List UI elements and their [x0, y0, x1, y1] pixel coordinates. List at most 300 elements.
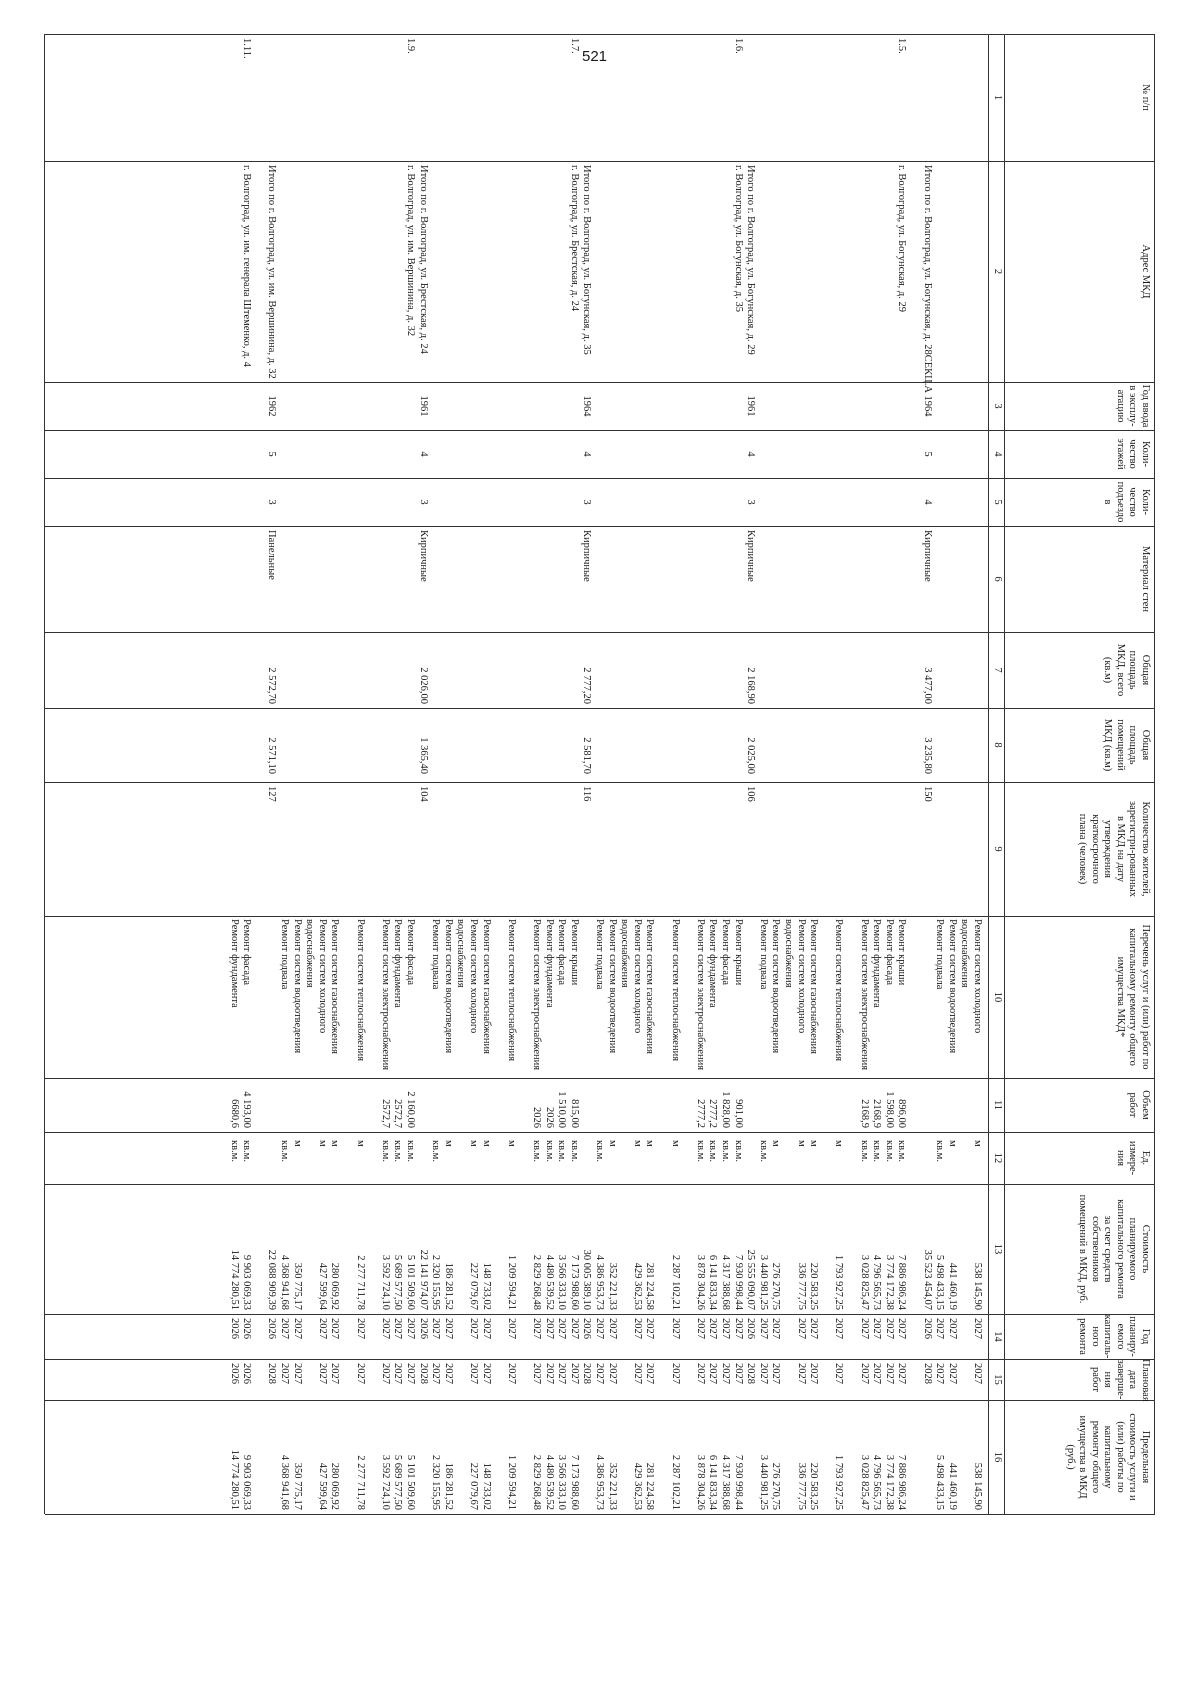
header-cell: Объем работ [1127, 1090, 1151, 1120]
table-cell-year-built: 1964 [581, 395, 593, 417]
grid-hline [988, 34, 989, 1514]
table-cell-year: 2027 [405, 1318, 416, 1339]
column-number-cell: 4 [992, 451, 1003, 457]
table-cell-year: 2027 [720, 1318, 731, 1339]
table-cell-year: 2027 [871, 1318, 883, 1339]
table-cell-work: Ремонт систем газоснабжения [644, 919, 656, 1054]
table-cell-area-rooms: 2 025,00 [745, 737, 757, 774]
table-cell-cost: 5 689 577,50 [392, 1254, 404, 1310]
table-cell-walls: Кирпичные [581, 530, 593, 582]
table-cell-work: Ремонт подвала [430, 919, 442, 990]
table-cell-floors: 4 [581, 451, 593, 457]
table-cell-date: 2026 [241, 1363, 253, 1384]
header-cell: Количество жителей, зарегистри-рованных в МКД на дату утверждения краткосрочного плана (человек) [1077, 801, 1151, 897]
column-number-cell: 11 [992, 1099, 1003, 1111]
table-cell-unit: кв.м. [228, 1140, 240, 1162]
table-cell-unit: кв.м. [858, 1140, 870, 1162]
table-cell-unit: кв.м. [594, 1140, 605, 1162]
table-cell-limit: 3 878 304,26 [694, 1454, 706, 1510]
table-cell-work: водоснабжения [304, 919, 316, 988]
page-number: 521 [582, 48, 608, 65]
table-cell-work: Ремонт систем теплоснабжения [505, 919, 517, 1062]
table-cell-work: Ремонт систем теплоснабжения [669, 919, 681, 1062]
table-cell-year: 2026 [921, 1318, 933, 1339]
table-cell-cost: 148 733,02 [480, 1262, 492, 1310]
table-cell-year: 2027 [732, 1318, 744, 1339]
table-cell-limit: 148 733,02 [480, 1462, 492, 1510]
table-cell-volume: 1 598,00 [883, 1091, 895, 1128]
header-cell: Плановая дата заверше- ния работ [1090, 1359, 1151, 1402]
column-number-cell: 13 [992, 1243, 1003, 1255]
table-cell-cost: 3 566 333,10 [556, 1254, 568, 1310]
table-cell-cost: 336 777,75 [795, 1262, 807, 1310]
table-cell-limit: 429 362,53 [631, 1462, 643, 1510]
table-cell-work: водоснабжения [783, 919, 794, 988]
table-cell-cost: 25 555 090,07 [745, 1249, 757, 1310]
table-cell-work: Ремонт систем водоотведения [442, 919, 454, 1054]
table-cell-limit: 3 566 333,10 [556, 1454, 568, 1510]
column-number-cell: 14 [992, 1331, 1003, 1342]
table-cell-year: 2027 [531, 1318, 542, 1339]
table-cell-address: г. Волгоград, ул. Брестская, д. 24 [568, 165, 580, 312]
table-cell-limit: 7 173 988,60 [568, 1454, 580, 1510]
table-cell-cost: 429 362,53 [631, 1262, 643, 1310]
table-cell-date: 2027 [631, 1363, 643, 1384]
table-cell-year: 2027 [757, 1318, 769, 1339]
table-cell-year: 2026 [745, 1318, 757, 1339]
table-cell-cost: 9 903 069,33 [241, 1254, 253, 1310]
table-cell-cost: 281 224,58 [644, 1262, 656, 1310]
table-cell-area-total: 2 572,70 [266, 667, 278, 704]
table-cell-cost: 7 173 988,60 [568, 1254, 580, 1310]
table-cell-unit: м [468, 1140, 479, 1147]
header-cell: Перечень услуг и (или) работ по капитальному ремонту общего имущества МКД* [1115, 924, 1151, 1070]
table-cell-year-built: 1962 [266, 395, 278, 417]
table-cell-cost: 1 793 927,25 [833, 1254, 845, 1310]
table-cell-cost: 2 277 711,78 [354, 1255, 366, 1310]
table-cell-date: 2026 [228, 1363, 240, 1384]
table-cell-limit: 3 028 825,47 [858, 1454, 870, 1510]
table-cell-unit: м [631, 1140, 643, 1147]
table-cell-limit: 352 221,33 [606, 1462, 618, 1510]
column-number-cell: 6 [992, 576, 1003, 582]
table-cell-work: Ремонт систем водоотведения [291, 919, 303, 1054]
table-cell-limit: 3 440 981,25 [757, 1454, 769, 1510]
table-cell-work: Ремонт подвала [279, 919, 290, 990]
table-cell-unit: кв.м. [556, 1140, 568, 1162]
column-number-cell: 5 [992, 499, 1003, 505]
table-cell-limit: 5 689 577,50 [392, 1454, 404, 1510]
column-number-cell: 9 [992, 846, 1003, 852]
table-cell-date: 2028 [745, 1363, 757, 1384]
table-cell-walls: Кирпичные [417, 530, 429, 582]
table-cell-unit: кв.м. [568, 1140, 580, 1162]
table-cell-limit: 5 101 509,60 [405, 1454, 416, 1510]
table-cell-work: Ремонт систем теплоснабжения [833, 919, 845, 1062]
table-cell-unit: м [833, 1140, 845, 1147]
table-cell-year: 2027 [833, 1318, 845, 1339]
table-cell-work: Ремонт систем холодного [316, 919, 328, 1034]
grid-hline [1004, 34, 1005, 1514]
table-cell-floors: 5 [921, 451, 933, 457]
header-cell: Ед. измере- ния [1115, 1140, 1151, 1176]
table-cell-date: 2027 [594, 1363, 605, 1384]
table-cell-entrances: 3 [417, 499, 429, 505]
header-cell: Год планиру- емого капиталь- ного ремонта [1077, 1314, 1151, 1359]
table-cell-num: 1.11. [241, 38, 253, 59]
column-number-cell: 7 [992, 667, 1003, 673]
table-cell-date: 2027 [505, 1363, 517, 1384]
table-cell-work: Ремонт фасада [405, 919, 416, 986]
table-cell-date: 2028 [266, 1363, 278, 1384]
table-cell-address: г. Волгоград, ул. Богунская, д. 35 [732, 165, 744, 312]
table-cell-limit: 7 886 986,24 [896, 1454, 908, 1510]
table-cell-area-total: 2 168,90 [745, 667, 757, 704]
table-cell-cost: 441 460,19 [946, 1262, 958, 1310]
table-cell-unit: кв.м. [379, 1140, 391, 1162]
table-cell-limit: 2 287 102,21 [669, 1454, 681, 1510]
table-cell-address: г. Волгоград, ул. Богунская, д. 29 [896, 165, 908, 312]
table-cell-cost: 280 069,92 [329, 1262, 341, 1310]
table-cell-date: 2027 [896, 1363, 908, 1384]
table-cell-work: Ремонт систем водоотведения [606, 919, 618, 1054]
table-cell-cost: 35 523 454,07 [921, 1249, 933, 1310]
table-cell-year: 2026 [581, 1318, 593, 1339]
table-cell-unit: м [606, 1140, 618, 1147]
table-cell-work: Ремонт крыши [896, 919, 908, 986]
table-cell-area-total: 2 026,00 [417, 667, 429, 704]
table-cell-limit: 5 498 433,15 [934, 1454, 946, 1510]
table-cell-volume: 1 828,00 [720, 1091, 731, 1128]
table-cell-date: 2027 [707, 1363, 719, 1384]
table-cell-date: 2027 [732, 1363, 744, 1384]
table-cell-limit: 4 796 565,73 [871, 1454, 883, 1510]
table-cell-work: Ремонт крыши [732, 919, 744, 986]
grid-hline [44, 34, 45, 1514]
table-cell-date: 2027 [279, 1363, 290, 1384]
grid-hline [1154, 34, 1155, 1514]
table-cell-unit: кв.м. [241, 1140, 253, 1162]
table-cell-residents: 104 [417, 786, 429, 802]
table-cell-unit: м [808, 1140, 820, 1147]
table-cell-date: 2027 [606, 1363, 618, 1384]
table-cell-cost: 538 145,90 [972, 1262, 983, 1310]
table-cell-date: 2027 [291, 1363, 303, 1384]
table-cell-work: Ремонт систем водоотведения [946, 919, 958, 1054]
table-cell-cost: 3 440 981,25 [757, 1254, 769, 1310]
table-cell-year: 2027 [480, 1318, 492, 1339]
table-cell-residents: 150 [921, 786, 933, 802]
table-cell-limit: 350 775,17 [291, 1462, 303, 1510]
table-cell-unit: кв.м. [694, 1140, 706, 1162]
table-cell-work: водоснабжения [619, 919, 631, 988]
table-cell-unit: м [644, 1140, 656, 1147]
table-cell-year: 2026 [241, 1318, 253, 1339]
table-cell-date: 2027 [430, 1363, 442, 1384]
table-cell-volume: 2026 [531, 1107, 542, 1128]
table-cell-work: Ремонт фасада [556, 919, 568, 986]
table-cell-date: 2028 [921, 1363, 933, 1384]
table-cell-date: 2027 [946, 1363, 958, 1384]
table-cell-entrances: 4 [921, 499, 933, 505]
table-cell-unit: м [329, 1140, 341, 1147]
table-cell-limit: 1 793 927,25 [833, 1454, 845, 1510]
table-cell-cost: 2 829 268,48 [531, 1254, 542, 1310]
table-cell-limit: 4 386 953,73 [594, 1454, 605, 1510]
table-cell-cost: 6 141 833,34 [707, 1254, 719, 1310]
table-cell-cost: 3 028 825,47 [858, 1254, 870, 1310]
table-cell-date: 2027 [669, 1363, 681, 1384]
table-cell-year: 2027 [808, 1318, 820, 1339]
table-cell-year: 2026 [266, 1318, 278, 1339]
table-cell-unit: кв.м. [279, 1140, 290, 1162]
table-cell-year: 2027 [556, 1318, 568, 1339]
column-number-cell: 1 [992, 94, 1003, 101]
table-cell-limit: 336 777,75 [795, 1462, 807, 1510]
table-cell-volume: 2777,2 [694, 1099, 706, 1128]
table-cell-date: 2027 [770, 1363, 782, 1384]
table-cell-limit: 220 583,25 [808, 1462, 820, 1510]
table-cell-date: 2027 [480, 1363, 492, 1384]
table-cell-unit: кв.м. [430, 1140, 442, 1162]
table-cell-cost: 5 498 433,15 [934, 1254, 946, 1310]
column-number-cell: 8 [992, 742, 1003, 748]
table-cell-work: Ремонт систем газоснабжения [480, 919, 492, 1054]
table-cell-work: Ремонт подвала [594, 919, 605, 990]
table-cell-cost: 427 599,64 [316, 1262, 328, 1310]
table-cell-date: 2027 [694, 1363, 706, 1384]
table-cell-volume: 2168,9 [871, 1099, 883, 1128]
table-cell-cost: 30 005 389,10 [581, 1249, 593, 1310]
table-cell-unit: кв.м. [720, 1140, 731, 1162]
table-cell-limit: 3 774 172,38 [883, 1454, 895, 1510]
table-cell-cost: 4 796 565,73 [871, 1254, 883, 1310]
table-cell-area-rooms: 1 365,40 [417, 737, 429, 774]
table-cell-cost: 227 079,67 [468, 1262, 479, 1310]
table-cell-year: 2027 [316, 1318, 328, 1339]
table-cell-work: Ремонт систем электроснабжения [694, 919, 706, 1071]
table-cell-cost: 5 101 509,60 [405, 1254, 416, 1310]
table-cell-limit: 2 320 155,95 [430, 1454, 442, 1510]
table-cell-limit: 7 930 998,44 [732, 1454, 744, 1510]
table-cell-year: 2027 [946, 1318, 958, 1339]
table-cell-cost: 3 878 304,26 [694, 1254, 706, 1310]
table-cell-limit: 4 368 941,68 [279, 1454, 290, 1510]
table-cell-date: 2027 [531, 1363, 542, 1384]
table-cell-work: Ремонт систем электроснабжения [531, 919, 542, 1071]
table-cell-limit: 538 145,90 [972, 1462, 983, 1510]
table-cell-cost: 276 270,75 [770, 1262, 782, 1310]
table-cell-cost: 352 221,33 [606, 1262, 618, 1310]
table-cell-unit: кв.м. [707, 1140, 719, 1162]
header-cell: Стоимость планируемого капитального ремонта за счет средств собственников помещений в МКД, руб. [1077, 1194, 1151, 1304]
table-cell-year: 2027 [430, 1318, 442, 1339]
column-number-cell: 12 [992, 1152, 1003, 1164]
table-cell-work: Ремонт систем водоотведения [770, 919, 782, 1054]
table-cell-limit: 4 480 539,52 [543, 1454, 555, 1510]
table-cell-unit: м [770, 1140, 782, 1147]
table-cell-volume: 1 510,00 [556, 1091, 568, 1128]
table-cell-work: Ремонт систем теплоснабжения [354, 919, 366, 1062]
table-cell-entrances: 3 [581, 499, 593, 505]
table-cell-work: Ремонт систем холодного [468, 919, 479, 1034]
table-cell-date: 2028 [581, 1363, 593, 1384]
table-cell-unit: кв.м. [896, 1140, 908, 1162]
header-cell: Общая площадь помещений МКД (кв.м) [1102, 718, 1151, 772]
table-cell-date: 2027 [556, 1363, 568, 1384]
table-cell-year: 2027 [795, 1318, 807, 1339]
table-cell-unit: м [669, 1140, 681, 1147]
table-cell-work: Ремонт фундамента [228, 919, 240, 1008]
table-cell-volume: 2572,7 [379, 1099, 391, 1128]
table-cell-residents: 116 [581, 786, 593, 802]
table-cell-cost: 7 886 986,24 [896, 1254, 908, 1310]
table-cell-work: Ремонт фасада [883, 919, 895, 986]
table-cell-date: 2027 [405, 1363, 416, 1384]
table-cell-limit: 14 774 280,51 [228, 1449, 240, 1510]
table-cell-year: 2027 [468, 1318, 479, 1339]
table-cell-date: 2027 [329, 1363, 341, 1384]
table-cell-limit: 281 224,58 [644, 1462, 656, 1510]
table-cell-year: 2027 [379, 1318, 391, 1339]
table-cell-unit: м [354, 1140, 366, 1147]
table-cell-work: Ремонт систем газоснабжения [329, 919, 341, 1054]
table-cell-cost: 186 281,52 [442, 1262, 454, 1310]
table-cell-year: 2027 [770, 1318, 782, 1339]
table-cell-limit: 441 460,19 [946, 1462, 958, 1510]
table-cell-date: 2027 [883, 1363, 895, 1384]
table-cell-cost: 14 774 280,51 [228, 1249, 240, 1310]
table-cell-limit: 276 270,75 [770, 1462, 782, 1510]
table-cell-year: 2027 [896, 1318, 908, 1339]
table-cell-work: Ремонт фасада [241, 919, 253, 986]
table-cell-address: Итого по г. Волгоград, ул. Богунская, д. 29 [745, 165, 757, 355]
table-cell-cost: 1 209 594,21 [505, 1254, 517, 1310]
table-cell-walls: Кирпичные [921, 530, 933, 582]
table-cell-entrances: 3 [266, 499, 278, 505]
table-cell-date: 2027 [720, 1363, 731, 1384]
table-cell-date: 2027 [442, 1363, 454, 1384]
header-cell: Адрес МКД [1140, 244, 1151, 299]
column-number-cell: 16 [992, 1451, 1003, 1463]
table-cell-work: Ремонт фундамента [392, 919, 404, 1008]
table-cell-year: 2027 [631, 1318, 643, 1339]
table-cell-year: 2027 [329, 1318, 341, 1339]
table-cell-cost: 4 386 953,73 [594, 1254, 605, 1310]
table-cell-year: 2027 [669, 1318, 681, 1339]
table-cell-unit: м [316, 1140, 328, 1147]
table-cell-year: 2027 [644, 1318, 656, 1339]
table-cell-date: 2027 [972, 1363, 983, 1384]
table-cell-year: 2026 [417, 1318, 429, 1339]
table-cell-area-total: 3 477,00 [921, 667, 933, 704]
table-cell-cost: 22 141 974,07 [417, 1249, 429, 1310]
table-cell-area-total: 2 777,20 [581, 667, 593, 704]
table-cell-num: 1.7. [568, 38, 580, 54]
table-cell-year: 2027 [858, 1318, 870, 1339]
table-cell-date: 2028 [417, 1363, 429, 1384]
table-cell-year: 2026 [228, 1318, 240, 1339]
table-cell-volume: 896,00 [896, 1099, 908, 1128]
table-cell-cost: 7 930 998,44 [732, 1254, 744, 1310]
table-cell-address: Итого по г. Волгоград, ул. им. Вершинина, д. 32 [266, 165, 278, 379]
table-cell-cost: 22 088 909,39 [266, 1249, 278, 1310]
header-cell: Коли- чество этажей [1115, 438, 1151, 470]
table-cell-year: 2027 [594, 1318, 605, 1339]
header-cell: Коли- чество подъездо в [1102, 481, 1151, 523]
table-cell-date: 2027 [354, 1363, 366, 1384]
table-cell-address: Итого по г. Волгоград, ул. Брестская, д. 24 [417, 165, 429, 354]
header-cell: Год ввода в эксплу- атацию [1115, 384, 1151, 428]
table-cell-work: Ремонт фундамента [871, 919, 883, 1008]
table-cell-volume: 4 193,00 [241, 1091, 253, 1128]
table-cell-entrances: 3 [745, 499, 757, 505]
table-cell-date: 2027 [468, 1363, 479, 1384]
table-cell-volume: 6680,6 [228, 1099, 240, 1128]
table-cell-cost: 4 480 539,52 [543, 1254, 555, 1310]
table-cell-limit: 280 069,92 [329, 1462, 341, 1510]
table-cell-address: г. Волгоград, ул. им. генерала Штеменко, д. 4 [241, 165, 253, 367]
table-cell-work: водоснабжения [959, 919, 971, 988]
table-cell-date: 2027 [934, 1363, 946, 1384]
table-cell-work: Ремонт крыши [568, 919, 580, 986]
table-cell-date: 2027 [858, 1363, 870, 1384]
table-cell-volume: 2777,2 [707, 1099, 719, 1128]
table-cell-year: 2027 [606, 1318, 618, 1339]
table-cell-year: 2027 [442, 1318, 454, 1339]
column-number-cell: 15 [992, 1374, 1003, 1385]
table-cell-unit: м [291, 1140, 303, 1147]
table-cell-work: Ремонт фундамента [543, 919, 555, 1008]
table-cell-date: 2027 [833, 1363, 845, 1384]
table-cell-work: Ремонт систем электроснабжения [858, 919, 870, 1071]
table-cell-work: Ремонт фасада [720, 919, 731, 986]
rotated-table [45, 34, 1155, 1679]
table-cell-date: 2027 [808, 1363, 820, 1384]
table-cell-num: 1.9. [405, 38, 416, 54]
table-cell-unit: м [505, 1140, 517, 1147]
table-cell-unit: кв.м. [732, 1140, 744, 1162]
table-cell-walls: Кирпичные [745, 530, 757, 582]
table-cell-limit: 2 829 268,48 [531, 1454, 542, 1510]
table-cell-date: 2027 [568, 1363, 580, 1384]
header-cell: Материал стен [1140, 546, 1151, 612]
table-cell-year-built: 1961 [745, 395, 757, 417]
table-cell-cost: 3 592 724,10 [379, 1254, 391, 1310]
table-cell-cost: 4 317 388,68 [720, 1254, 731, 1310]
table-cell-num: 1.6. [732, 38, 744, 54]
table-cell-year: 2027 [972, 1318, 983, 1339]
table-cell-year-built: 1961 [417, 395, 429, 417]
table-cell-unit: кв.м. [883, 1140, 895, 1162]
table-cell-address: Итого по г. Волгоград, ул. Богунская, д. 28СЕКЦ.А [921, 165, 933, 393]
table-cell-limit: 1 209 594,21 [505, 1454, 517, 1510]
table-cell-date: 2027 [871, 1363, 883, 1384]
grid-vline [45, 1514, 1155, 1515]
table-cell-unit: кв.м. [392, 1140, 404, 1162]
table-cell-date: 2027 [392, 1363, 404, 1384]
table-cell-unit: м [946, 1140, 958, 1147]
header-cell: Общая площадь МКД, всего (кв.м) [1102, 643, 1151, 697]
table-cell-date: 2027 [543, 1363, 555, 1384]
table-cell-work: Ремонт систем холодного [972, 919, 983, 1034]
table-cell-cost: 4 368 941,68 [279, 1254, 290, 1310]
table-cell-date: 2027 [316, 1363, 328, 1384]
table-cell-volume: 2026 [543, 1107, 555, 1128]
table-cell-date: 2027 [757, 1363, 769, 1384]
table-cell-limit: 4 317 388,68 [720, 1454, 731, 1510]
table-cell-unit: кв.м. [757, 1140, 769, 1162]
